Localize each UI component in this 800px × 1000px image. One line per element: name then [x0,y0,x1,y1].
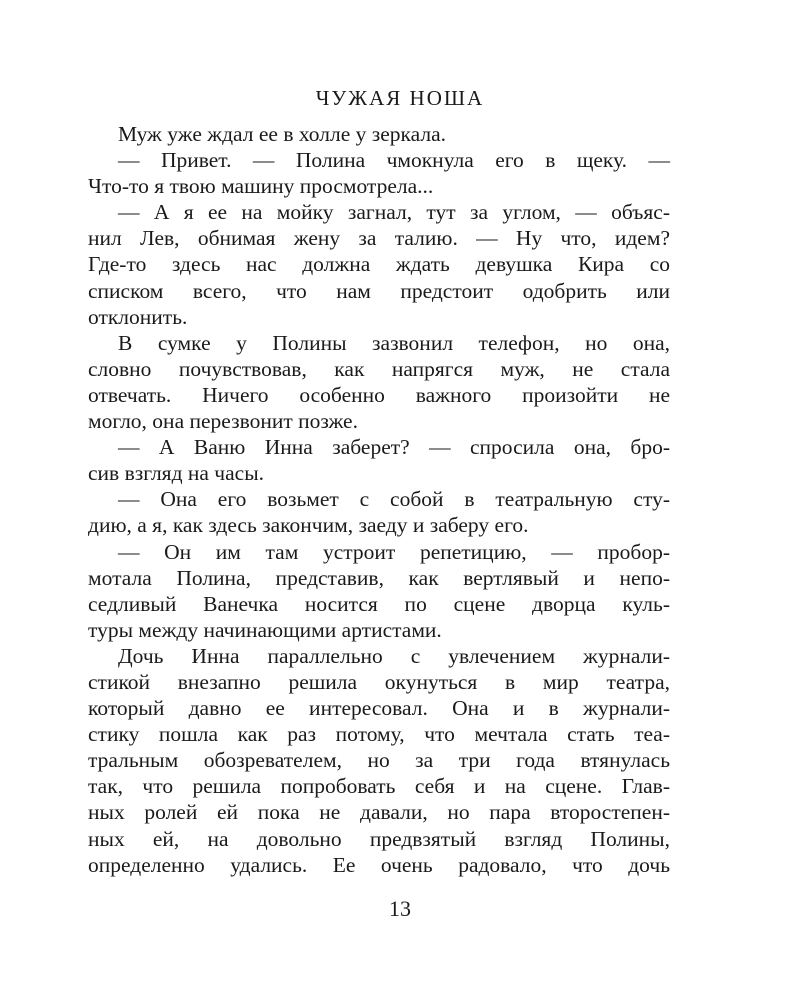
text-line: ных ей, на довольно предвзятый взгляд Полины, [88,826,670,851]
text-line: Где-то здесь нас должна ждать девушка Кира со [88,252,670,277]
text-line: мотала Полина, представив, как вертлявый и непо- [88,565,670,590]
text-line: В сумке у Полины зазвонил телефон, но она, [118,330,670,355]
body-text [88,121,670,878]
text-line: могло, она перезвонит позже. [88,409,358,434]
text-line: отклонить. [88,304,188,329]
text-line: который давно ее интересовал. Она и в журнали- [88,696,670,721]
text-line: определенно удались. Ее очень радовало, что дочь [88,852,670,877]
text-line: Что-то я твою машину просмотрела... [88,174,434,199]
text-line: словно почувствовав, как напрягся муж, не стала [88,356,670,381]
text-line: нил Лев, обнимая жену за талию. — Ну что, идем? [88,226,670,251]
text-line: — А Ваню Инна заберет? — спросила она, бро- [118,435,670,460]
text-line: туры между начинающими артистами. [88,617,442,642]
text-line: тральным обозревателем, но за три года втянулась [88,748,670,773]
text-line: — Он им там устроит репетицию, — пробор- [118,539,670,564]
text-line: списком всего, что нам предстоит одобрить или [88,278,670,303]
text-line: дию, а я, как здесь закончим, заеду и заберу его. [88,513,529,538]
text-line: — Она его возьмет с собой в театральную сту- [118,487,670,512]
text-line: ных ролей ей пока не давали, но пара второстепен- [88,800,670,825]
page-number: 13 [389,896,411,921]
running-head: ЧУЖАЯ НОША [315,86,485,110]
text-line: Дочь Инна параллельно с увлечением журнали- [118,643,670,668]
text-line: Муж уже ждал ее в холле у зеркала. [118,122,447,146]
text-line: стикой внезапно решила окунуться в мир театра, [88,669,670,694]
text-line: сив взгляд на часы. [88,461,265,486]
text-line: — А я ее на мойку загнал, тут за углом, — объяс- [118,200,670,225]
text-line: отвечать. Ничего особенно важного произойти не [88,382,670,407]
text-line: так, что решила попробовать себя и на сцене. Глав- [88,774,670,799]
text-line: стику пошла как раз потому, что мечтала стать теа- [88,722,670,747]
text-line: — Привет. — Полина чмокнула его в щеку. — [118,148,670,173]
text-line: седливый Ванечка носится по сцене дворца куль- [88,591,670,616]
